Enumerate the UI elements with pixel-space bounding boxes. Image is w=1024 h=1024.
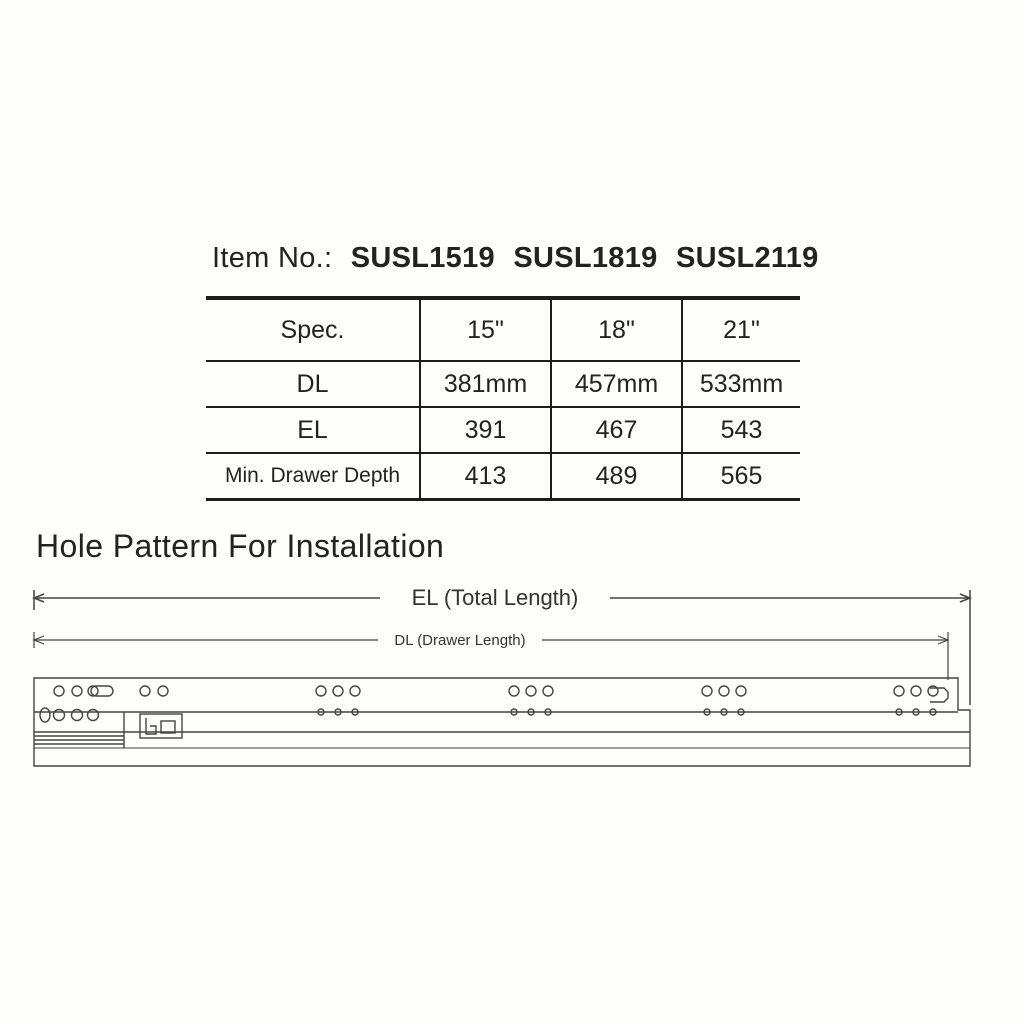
mounting-hole [911,686,921,696]
mounting-hole [526,686,536,696]
table-row-spec [206,298,800,361]
table-cell: 21" [682,298,800,361]
spec-table [206,296,800,501]
mounting-slot [91,686,113,696]
table-cell: EL [206,407,420,453]
mounting-slot [40,708,50,722]
mounting-hole [543,686,553,696]
table-row-min-drawer-depth [206,453,800,500]
mounting-hole [509,686,519,696]
lock-clip [140,714,182,738]
table-cell: 18" [551,298,682,361]
mounting-hole [72,710,83,721]
table-cell: 565 [682,453,800,500]
table-row-el [206,407,800,453]
mounting-hole [54,710,65,721]
table-cell: 391 [420,407,551,453]
table-cell: 533mm [682,361,800,407]
mounting-hole [894,686,904,696]
slide-rail-diagram [0,570,1024,780]
mounting-hole [140,686,150,696]
mounting-hole [719,686,729,696]
mounting-hole [316,686,326,696]
table-row-dl [206,361,800,407]
mounting-hole [333,686,343,696]
dl-dimension-line [34,632,948,680]
dl-label: DL (Drawer Length) [394,632,526,649]
el-label: EL (Total Length) [411,585,579,610]
item-code-2: SUSL1819 [513,242,658,274]
table-cell: DL [206,361,420,407]
item-code-3: SUSL2119 [675,242,819,274]
mounting-hole [702,686,712,696]
table-cell: 543 [682,407,800,453]
table-cell: Min. Drawer Depth [206,453,420,500]
mounting-hole [72,686,82,696]
table-cell: Spec. [206,298,420,361]
table-cell: 489 [551,453,682,500]
mounting-hole [158,686,168,696]
item-code-1: SUSL1519 [350,242,495,274]
mounting-hole [736,686,746,696]
diagram-title: Hole Pattern For Installation [36,528,445,564]
table-cell: 467 [551,407,682,453]
table-cell: 15" [420,298,551,361]
item-number-line [212,242,819,275]
mounting-hole [54,686,64,696]
item-number-label: Item No.: [212,242,333,274]
table-cell: 457mm [551,361,682,407]
table-cell: 413 [420,453,551,500]
mounting-hole [350,686,360,696]
mounting-hole [88,710,99,721]
table-cell: 381mm [420,361,551,407]
mounting-holes [40,686,938,722]
